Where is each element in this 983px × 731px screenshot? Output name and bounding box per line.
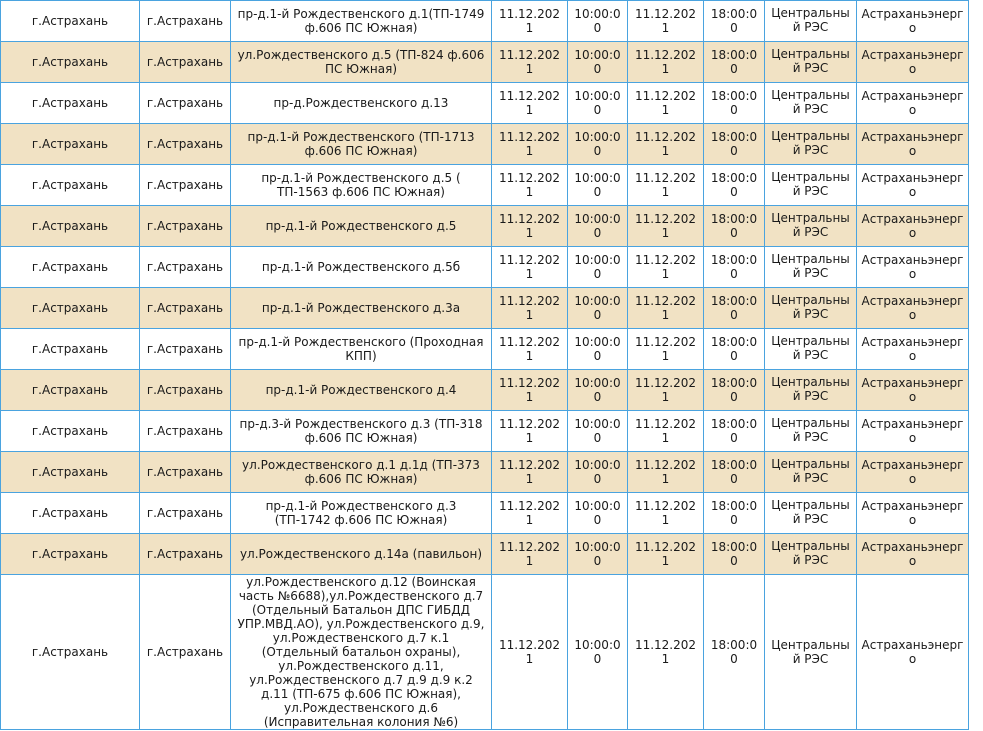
table-row <box>1 247 969 288</box>
res-cell: Центральный РЭС <box>765 534 857 575</box>
address-cell: пр-д.1-й Рождественского д.5 ( ТП-1563 ф.606 ПС Южная) <box>231 165 492 206</box>
address-cell: пр-д.Рождественского д.13 <box>231 83 492 124</box>
end-time-cell: 18:00:00 <box>704 83 765 124</box>
address-cell: пр-д.3-й Рождественского д.3 (ТП-318 ф.606 ПС Южная) <box>231 411 492 452</box>
res-cell: Центральный РЭС <box>765 288 857 329</box>
res-cell: Центральный РЭС <box>765 247 857 288</box>
start-time-cell: 10:00:00 <box>568 83 628 124</box>
table-row <box>1 452 969 493</box>
start-date-cell: 11.12.2021 <box>492 329 568 370</box>
company-cell: Астраханьэнерго <box>857 83 969 124</box>
city-cell: г.Астрахань <box>140 411 231 452</box>
city-cell: г.Астрахань <box>140 534 231 575</box>
end-time-cell: 18:00:00 <box>704 534 765 575</box>
city-cell: г.Астрахань <box>140 329 231 370</box>
region-cell: г.Астрахань <box>1 575 140 730</box>
company-cell: Астраханьэнерго <box>857 493 969 534</box>
company-cell: Астраханьэнерго <box>857 206 969 247</box>
start-date-cell: 11.12.2021 <box>492 165 568 206</box>
address-cell: пр-д.1-й Рождественского д.5б <box>231 247 492 288</box>
end-date-cell: 11.12.2021 <box>628 83 704 124</box>
end-time-cell: 18:00:00 <box>704 42 765 83</box>
region-cell: г.Астрахань <box>1 206 140 247</box>
end-time-cell: 18:00:00 <box>704 206 765 247</box>
city-cell: г.Астрахань <box>140 288 231 329</box>
end-date-cell: 11.12.2021 <box>628 124 704 165</box>
company-cell: Астраханьэнерго <box>857 411 969 452</box>
company-cell: Астраханьэнерго <box>857 452 969 493</box>
start-time-cell: 10:00:00 <box>568 288 628 329</box>
address-cell: ул.Рождественского д.14а (павильон) <box>231 534 492 575</box>
res-cell: Центральный РЭС <box>765 329 857 370</box>
start-date-cell: 11.12.2021 <box>492 452 568 493</box>
address-cell: ул.Рождественского д.12 (Воинская часть №6688),ул.Рождественского д.7 (Отдельный Батальон ДПС ГИБДД УПР.МВД.АО), ул.Рождественского д.9, ул.Рождественского д.7 к.1 (Отдельный батальон охраны), ул.Рождественского д.11, ул.Рождественского д.7 д.9 д.9 к.2 д.11 (ТП-675 ф.606 ПС Южная), ул.Рождественского д.6 (Исправительная колония №6) <box>231 575 492 730</box>
table-row <box>1 329 969 370</box>
table-row <box>1 42 969 83</box>
address-cell: пр-д.1-й Рождественского (ТП-1713 ф.606 ПС Южная) <box>231 124 492 165</box>
start-time-cell: 10:00:00 <box>568 493 628 534</box>
city-cell: г.Астрахань <box>140 247 231 288</box>
res-cell: Центральный РЭС <box>765 370 857 411</box>
start-date-cell: 11.12.2021 <box>492 534 568 575</box>
company-cell: Астраханьэнерго <box>857 288 969 329</box>
city-cell: г.Астрахань <box>140 1 231 42</box>
start-date-cell: 11.12.2021 <box>492 288 568 329</box>
company-cell: Астраханьэнерго <box>857 575 969 730</box>
table-row <box>1 83 969 124</box>
company-cell: Астраханьэнерго <box>857 124 969 165</box>
company-cell: Астраханьэнерго <box>857 329 969 370</box>
region-cell: г.Астрахань <box>1 493 140 534</box>
address-cell: пр-д.1-й Рождественского д.3 (ТП-1742 ф.606 ПС Южная) <box>231 493 492 534</box>
company-cell: Астраханьэнерго <box>857 247 969 288</box>
city-cell: г.Астрахань <box>140 452 231 493</box>
end-time-cell: 18:00:00 <box>704 1 765 42</box>
end-date-cell: 11.12.2021 <box>628 288 704 329</box>
end-time-cell: 18:00:00 <box>704 370 765 411</box>
table-row <box>1 575 969 730</box>
city-cell: г.Астрахань <box>140 493 231 534</box>
address-cell: ул.Рождественского д.5 (ТП-824 ф.606 ПС Южная) <box>231 42 492 83</box>
region-cell: г.Астрахань <box>1 452 140 493</box>
table-row <box>1 288 969 329</box>
start-time-cell: 10:00:00 <box>568 329 628 370</box>
end-time-cell: 18:00:00 <box>704 329 765 370</box>
start-time-cell: 10:00:00 <box>568 534 628 575</box>
end-time-cell: 18:00:00 <box>704 575 765 730</box>
start-time-cell: 10:00:00 <box>568 575 628 730</box>
start-date-cell: 11.12.2021 <box>492 575 568 730</box>
region-cell: г.Астрахань <box>1 124 140 165</box>
start-date-cell: 11.12.2021 <box>492 493 568 534</box>
res-cell: Центральный РЭС <box>765 42 857 83</box>
start-time-cell: 10:00:00 <box>568 206 628 247</box>
table-row <box>1 124 969 165</box>
end-time-cell: 18:00:00 <box>704 452 765 493</box>
address-cell: пр-д.1-й Рождественского д.3а <box>231 288 492 329</box>
address-cell: пр-д.1-й Рождественского д.4 <box>231 370 492 411</box>
region-cell: г.Астрахань <box>1 370 140 411</box>
region-cell: г.Астрахань <box>1 329 140 370</box>
address-cell: ул.Рождественского д.1 д.1д (ТП-373 ф.606 ПС Южная) <box>231 452 492 493</box>
start-date-cell: 11.12.2021 <box>492 411 568 452</box>
company-cell: Астраханьэнерго <box>857 534 969 575</box>
start-time-cell: 10:00:00 <box>568 42 628 83</box>
end-date-cell: 11.12.2021 <box>628 493 704 534</box>
res-cell: Центральный РЭС <box>765 575 857 730</box>
table-body <box>1 1 969 730</box>
res-cell: Центральный РЭС <box>765 452 857 493</box>
table-row <box>1 206 969 247</box>
region-cell: г.Астрахань <box>1 83 140 124</box>
company-cell: Астраханьэнерго <box>857 165 969 206</box>
region-cell: г.Астрахань <box>1 411 140 452</box>
table-row <box>1 534 969 575</box>
city-cell: г.Астрахань <box>140 370 231 411</box>
res-cell: Центральный РЭС <box>765 83 857 124</box>
table-row <box>1 411 969 452</box>
end-date-cell: 11.12.2021 <box>628 575 704 730</box>
table-row <box>1 493 969 534</box>
res-cell: Центральный РЭС <box>765 165 857 206</box>
address-cell: пр-д.1-й Рождественского д.5 <box>231 206 492 247</box>
start-date-cell: 11.12.2021 <box>492 206 568 247</box>
start-time-cell: 10:00:00 <box>568 247 628 288</box>
start-date-cell: 11.12.2021 <box>492 1 568 42</box>
end-time-cell: 18:00:00 <box>704 493 765 534</box>
res-cell: Центральный РЭС <box>765 206 857 247</box>
start-date-cell: 11.12.2021 <box>492 124 568 165</box>
start-time-cell: 10:00:00 <box>568 1 628 42</box>
end-date-cell: 11.12.2021 <box>628 370 704 411</box>
start-date-cell: 11.12.2021 <box>492 247 568 288</box>
end-date-cell: 11.12.2021 <box>628 411 704 452</box>
city-cell: г.Астрахань <box>140 206 231 247</box>
start-date-cell: 11.12.2021 <box>492 42 568 83</box>
res-cell: Центральный РЭС <box>765 124 857 165</box>
end-date-cell: 11.12.2021 <box>628 1 704 42</box>
region-cell: г.Астрахань <box>1 42 140 83</box>
end-date-cell: 11.12.2021 <box>628 206 704 247</box>
region-cell: г.Астрахань <box>1 288 140 329</box>
start-time-cell: 10:00:00 <box>568 452 628 493</box>
company-cell: Астраханьэнерго <box>857 1 969 42</box>
table-row <box>1 1 969 42</box>
start-time-cell: 10:00:00 <box>568 124 628 165</box>
end-date-cell: 11.12.2021 <box>628 329 704 370</box>
end-time-cell: 18:00:00 <box>704 124 765 165</box>
end-time-cell: 18:00:00 <box>704 165 765 206</box>
res-cell: Центральный РЭС <box>765 493 857 534</box>
city-cell: г.Астрахань <box>140 575 231 730</box>
end-date-cell: 11.12.2021 <box>628 42 704 83</box>
region-cell: г.Астрахань <box>1 247 140 288</box>
city-cell: г.Астрахань <box>140 42 231 83</box>
end-date-cell: 11.12.2021 <box>628 247 704 288</box>
end-date-cell: 11.12.2021 <box>628 534 704 575</box>
res-cell: Центральный РЭС <box>765 1 857 42</box>
start-time-cell: 10:00:00 <box>568 370 628 411</box>
region-cell: г.Астрахань <box>1 165 140 206</box>
address-cell: пр-д.1-й Рождественского д.1(ТП-1749 ф.606 ПС Южная) <box>231 1 492 42</box>
region-cell: г.Астрахань <box>1 534 140 575</box>
end-date-cell: 11.12.2021 <box>628 165 704 206</box>
city-cell: г.Астрахань <box>140 83 231 124</box>
res-cell: Центральный РЭС <box>765 411 857 452</box>
end-date-cell: 11.12.2021 <box>628 452 704 493</box>
address-cell: пр-д.1-й Рождественского (Проходная КПП) <box>231 329 492 370</box>
start-date-cell: 11.12.2021 <box>492 83 568 124</box>
city-cell: г.Астрахань <box>140 165 231 206</box>
company-cell: Астраханьэнерго <box>857 42 969 83</box>
table-row <box>1 165 969 206</box>
start-time-cell: 10:00:00 <box>568 411 628 452</box>
end-time-cell: 18:00:00 <box>704 411 765 452</box>
end-time-cell: 18:00:00 <box>704 247 765 288</box>
end-time-cell: 18:00:00 <box>704 288 765 329</box>
start-date-cell: 11.12.2021 <box>492 370 568 411</box>
start-time-cell: 10:00:00 <box>568 165 628 206</box>
city-cell: г.Астрахань <box>140 124 231 165</box>
table-row <box>1 370 969 411</box>
region-cell: г.Астрахань <box>1 1 140 42</box>
company-cell: Астраханьэнерго <box>857 370 969 411</box>
